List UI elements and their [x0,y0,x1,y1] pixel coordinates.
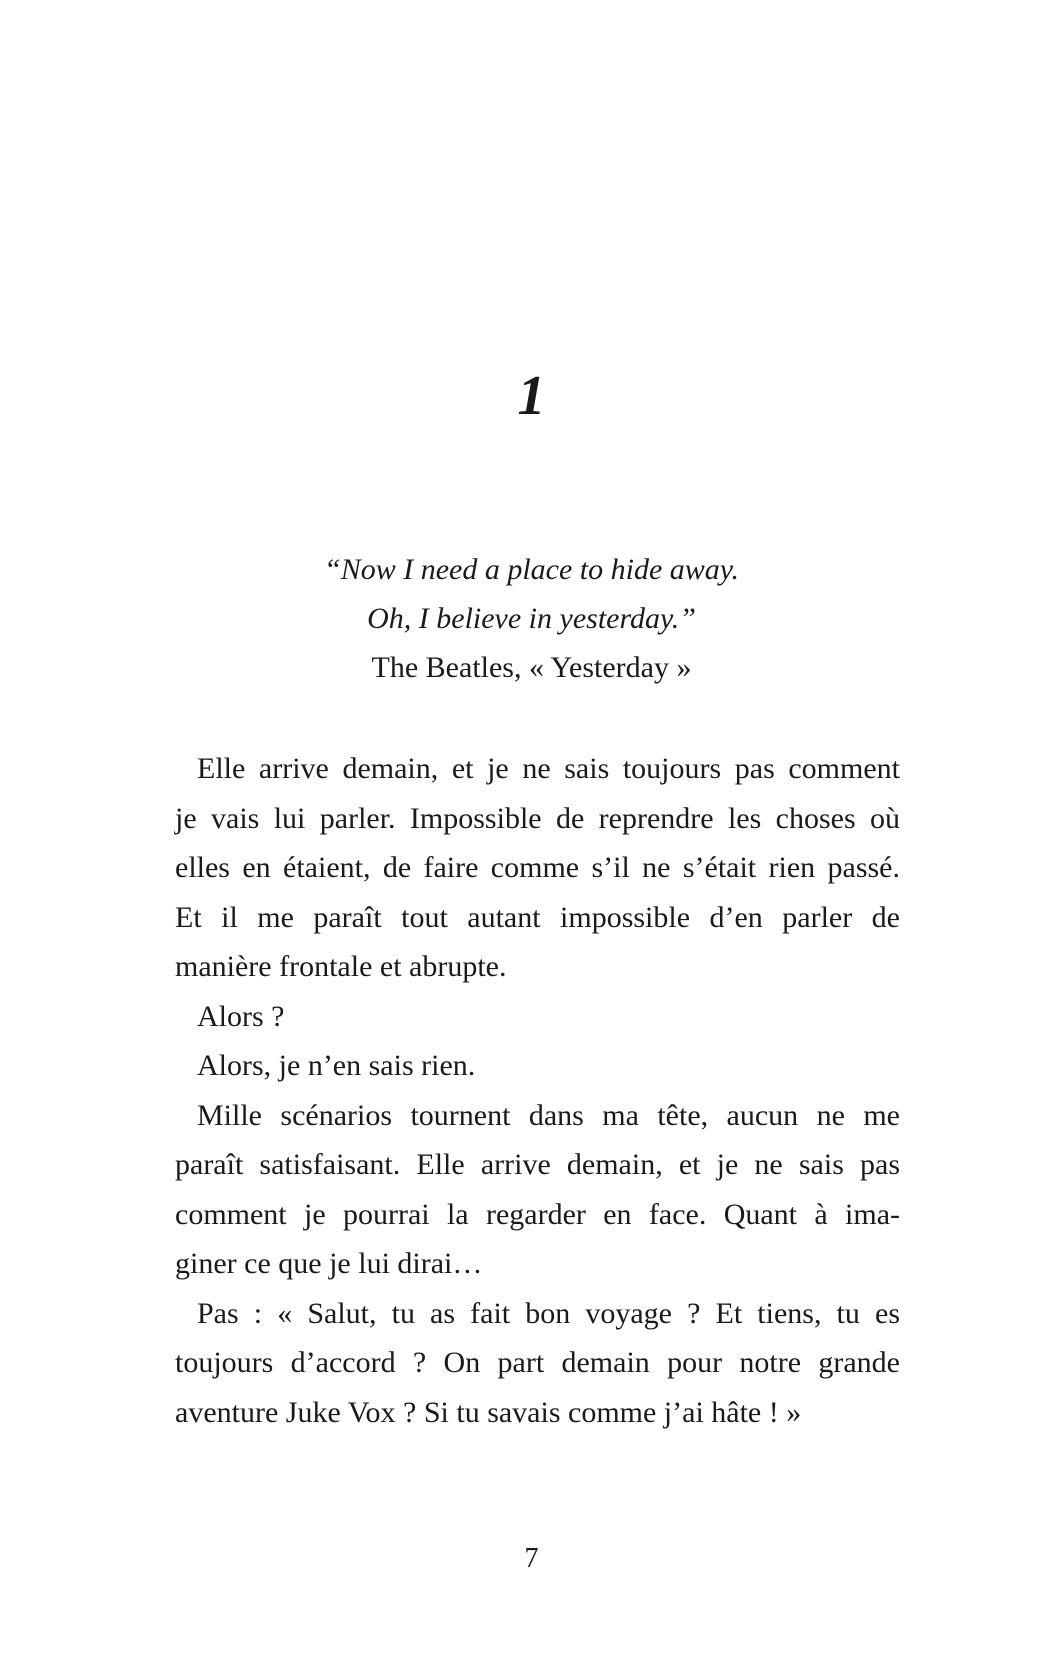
text-line: Mille scénarios tournent dans ma tête, aucun ne me [197,1098,900,1132]
text-line: giner ce que je lui dirai… [175,1247,483,1280]
epigraph-attribution: The Beatles, « Yesterday » [371,651,692,684]
text-line: Alors, je n’en sais rien. [197,1049,476,1082]
text-line: je vais lui parler. Impossible de reprendre les choses où [175,801,900,835]
text-line: aventure Juke Vox ? Si tu savais comme j’ai hâte ! » [175,1395,802,1429]
epigraph-line: Oh, I believe in yesterday.” [367,602,696,635]
text-line: toujours d’accord ? On part demain pour notre grande [175,1346,900,1379]
text-line: Pas : « Salut, tu as fait bon voyage ? Et tiens, tu es [197,1296,900,1330]
text-line: Et il me paraît tout autant impossible d’en parler de [175,900,900,934]
text-line: elles en étaient, de faire comme s’il ne s’était rien passé. [175,851,900,884]
chapter-number: 1 [517,365,546,427]
body-text [175,744,900,1437]
text-line: Alors ? [197,999,285,1033]
text-line: paraît satisfaisant. Elle arrive demain, et je ne sais pas [175,1148,900,1181]
epigraph-line: “Now I need a place to hide away. [324,553,739,586]
epigraph [0,545,1063,692]
page-number: 7 [524,1543,539,1574]
text-line: manière frontale et abrupte. [175,950,507,983]
text-line: comment je pourrai la regarder en face. Quant à ima- [175,1197,900,1231]
text-line: Elle arrive demain, et je ne sais toujours pas comment [197,752,900,785]
